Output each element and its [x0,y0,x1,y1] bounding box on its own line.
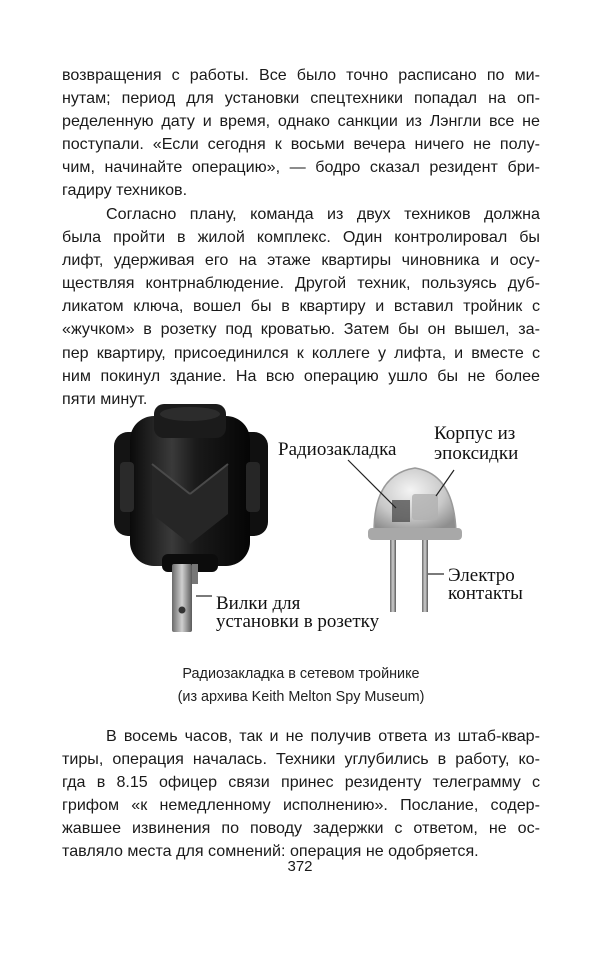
epoxy-case-label-line1: Корпус из [434,423,516,444]
caption-line-1: Радиозакладка в сетевом тройнике [182,666,420,682]
text-line: ликатом ключа, вошел бы в квартиру и вставил тройник с [62,297,540,316]
text-line: поступали. «Если сегодня к восьми вечера ничего не полу- [62,135,540,154]
text-line: тавляло места для сомнений: операция не одобряется. [62,842,479,861]
contacts-label-line2: контакты [448,583,523,604]
figure-caption [62,663,540,709]
prongs-label-line1: Вилки для [216,593,301,614]
paragraph-2 [62,203,540,411]
text-line: жавшее извинения по поводу задержки с ответом, не ос- [62,819,540,838]
paragraph-3 [62,725,540,864]
text-line: гда в 8.15 офицер связи принес резиденту телеграмму с [62,773,540,792]
contacts-label-line1: Электро [448,565,515,586]
text-line: В восемь часов, так и не получив ответа из штаб-квар- [106,727,540,745]
text-line: лифт, удерживая его на этаже квартиры чиновника и осу- [62,251,540,270]
text-line: гадиру техников. [62,181,188,200]
paragraph-1 [62,64,540,203]
text-line: ществляя контрнаблюдение. Другой техник, пользуясь дуб- [62,274,540,293]
text-line: пяти минут. [62,389,148,408]
text-line: возвращения с работы. Все было точно расписано по ми- [62,66,540,84]
text-line: ределенную дату и время, однако санкции из Лэнгли все не [62,112,540,131]
text-line: Согласно плану, команда из двух техников должна [106,205,540,223]
text-line: нутам; период для установки спецтехники попадал на оп- [62,89,540,108]
figure-image [92,404,552,654]
prongs-label-line2: установки в розетку [216,611,380,632]
text-line: была пройти в жилой комплекс. Один контролировал бы [62,228,540,247]
text-line: «жучком» в розетку под кроватью. Затем бы он вышел, за- [62,320,540,339]
text-line: пер квартиру, присоединился к коллеге у лифта, и вместе с [62,343,540,362]
caption-line-2: (из архива Keith Melton Spy Museum) [177,689,425,705]
text-line: чим, начинайте операцию», — бодро сказал резидент бри- [62,158,540,177]
epoxy-case-label-line2: эпоксидки [434,443,519,464]
page-number: 372 [287,858,313,875]
text-line: грифом «к немедленному исполнению». Послание, содер- [62,796,540,815]
text-line: тиры, операция началась. Техники углубились в работу, ко- [62,750,540,769]
radio-bug-label: Радиозакладка [278,439,397,460]
text-line: ним покинул здание. На всю операцию ушло бы не более [62,366,540,385]
